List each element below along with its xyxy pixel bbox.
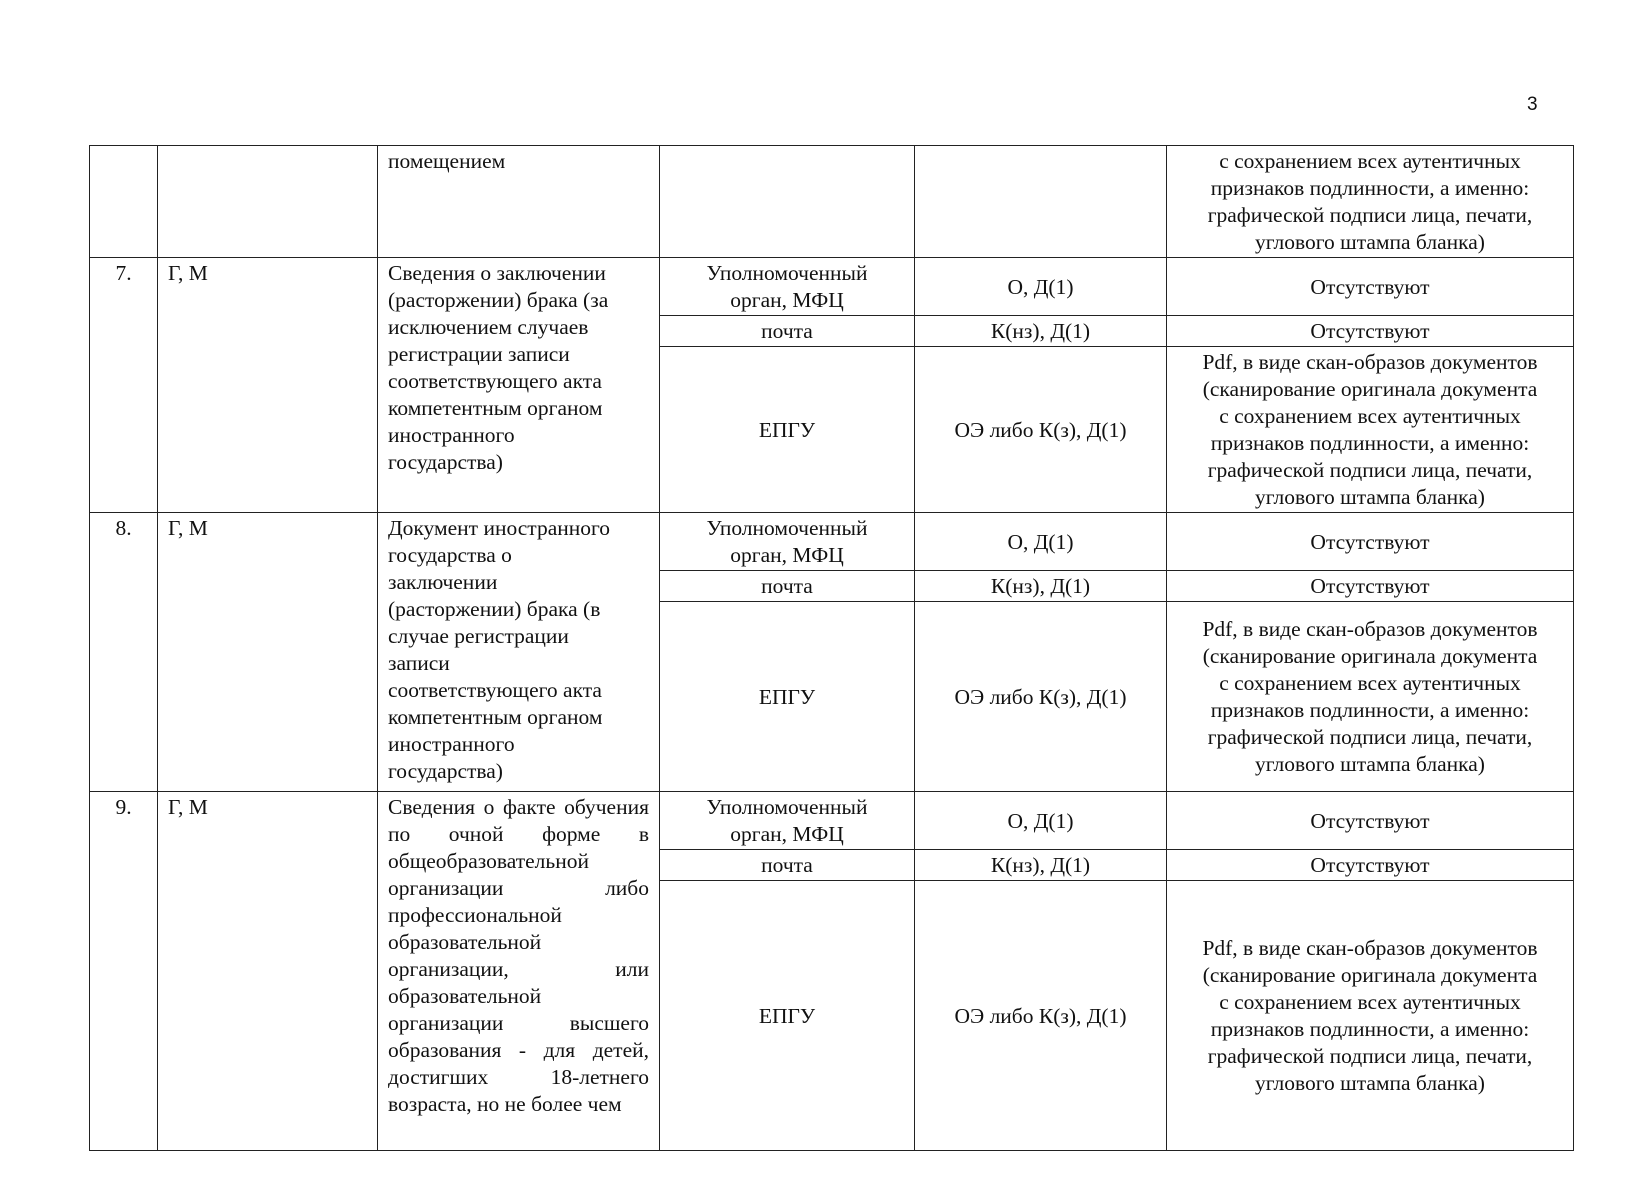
cell-channel: Уполномоченный орган, МФЦ <box>660 258 915 316</box>
cell-form: К(нз), Д(1) <box>915 571 1167 602</box>
cell-document-name: Документ иностранного государства о заключении (расторжении) брака (в случае регистрации записи соответствующего акта компетентным органом иностранного государства) <box>378 513 660 792</box>
documents-table <box>89 145 1574 1151</box>
cell-requirements: Pdf, в виде скан-образов документов (сканирование оригинала документа с сохранением всех аутентичных признаков подлинности, а именно: графической подписи лица, печати, углового штампа бланка) <box>1167 347 1574 513</box>
table-row <box>90 792 1574 850</box>
cell-form: К(нз), Д(1) <box>915 316 1167 347</box>
cell-channel: ЕПГУ <box>660 602 915 792</box>
cell-requirements: Отсутствуют <box>1167 850 1574 881</box>
table-row-continuation <box>90 146 1574 258</box>
cell-form: О, Д(1) <box>915 792 1167 850</box>
cell-requirements: Pdf, в виде скан-образов документов (сканирование оригинала документа с сохранением всех аутентичных признаков подлинности, а именно: графической подписи лица, печати, углового штампа бланка) <box>1167 602 1574 792</box>
cell-category: Г, М <box>158 513 378 792</box>
cell-form: ОЭ либо К(з), Д(1) <box>915 347 1167 513</box>
cell-category <box>158 146 378 258</box>
cell-number: 9. <box>90 792 158 1151</box>
cell-channel: почта <box>660 850 915 881</box>
cell-channel: почта <box>660 571 915 602</box>
cell-form: ОЭ либо К(з), Д(1) <box>915 602 1167 792</box>
page-number: 3 <box>1527 94 1538 115</box>
cell-form <box>915 146 1167 258</box>
cell-category: Г, М <box>158 792 378 1151</box>
cell-document-name: Сведения о заключении (расторжении) брака (за исключением случаев регистрации записи соответствующего акта компетентным органом иностранного государства) <box>378 258 660 513</box>
table-row <box>90 513 1574 571</box>
cell-channel <box>660 146 915 258</box>
cell-requirements: Отсутствуют <box>1167 513 1574 571</box>
cell-category: Г, М <box>158 258 378 513</box>
cell-form: О, Д(1) <box>915 513 1167 571</box>
cell-requirements: Отсутствуют <box>1167 792 1574 850</box>
cell-requirements: с сохранением всех аутентичных признаков подлинности, а именно: графической подписи лица, печати, углового штампа бланка) <box>1167 146 1574 258</box>
cell-document-name: Сведения о факте обучения по очной форме в общеобразовательной организации либо профессиональной образовательной организации, или образовательной организации высшего образования - для детей, достигших 18-летнего возраста, но не более чем <box>378 792 660 1151</box>
table-row <box>90 258 1574 316</box>
cell-form: О, Д(1) <box>915 258 1167 316</box>
cell-requirements: Отсутствуют <box>1167 258 1574 316</box>
cell-number <box>90 146 158 258</box>
cell-channel: ЕПГУ <box>660 347 915 513</box>
cell-document-name: помещением <box>378 146 660 258</box>
cell-number: 7. <box>90 258 158 513</box>
cell-channel: ЕПГУ <box>660 881 915 1151</box>
cell-form: ОЭ либо К(з), Д(1) <box>915 881 1167 1151</box>
cell-channel: Уполномоченный орган, МФЦ <box>660 513 915 571</box>
cell-channel: почта <box>660 316 915 347</box>
cell-channel: Уполномоченный орган, МФЦ <box>660 792 915 850</box>
cell-requirements: Отсутствуют <box>1167 571 1574 602</box>
cell-form: К(нз), Д(1) <box>915 850 1167 881</box>
cell-number: 8. <box>90 513 158 792</box>
cell-requirements: Pdf, в виде скан-образов документов (сканирование оригинала документа с сохранением всех аутентичных признаков подлинности, а именно: графической подписи лица, печати, углового штампа бланка) <box>1167 881 1574 1151</box>
cell-requirements: Отсутствуют <box>1167 316 1574 347</box>
